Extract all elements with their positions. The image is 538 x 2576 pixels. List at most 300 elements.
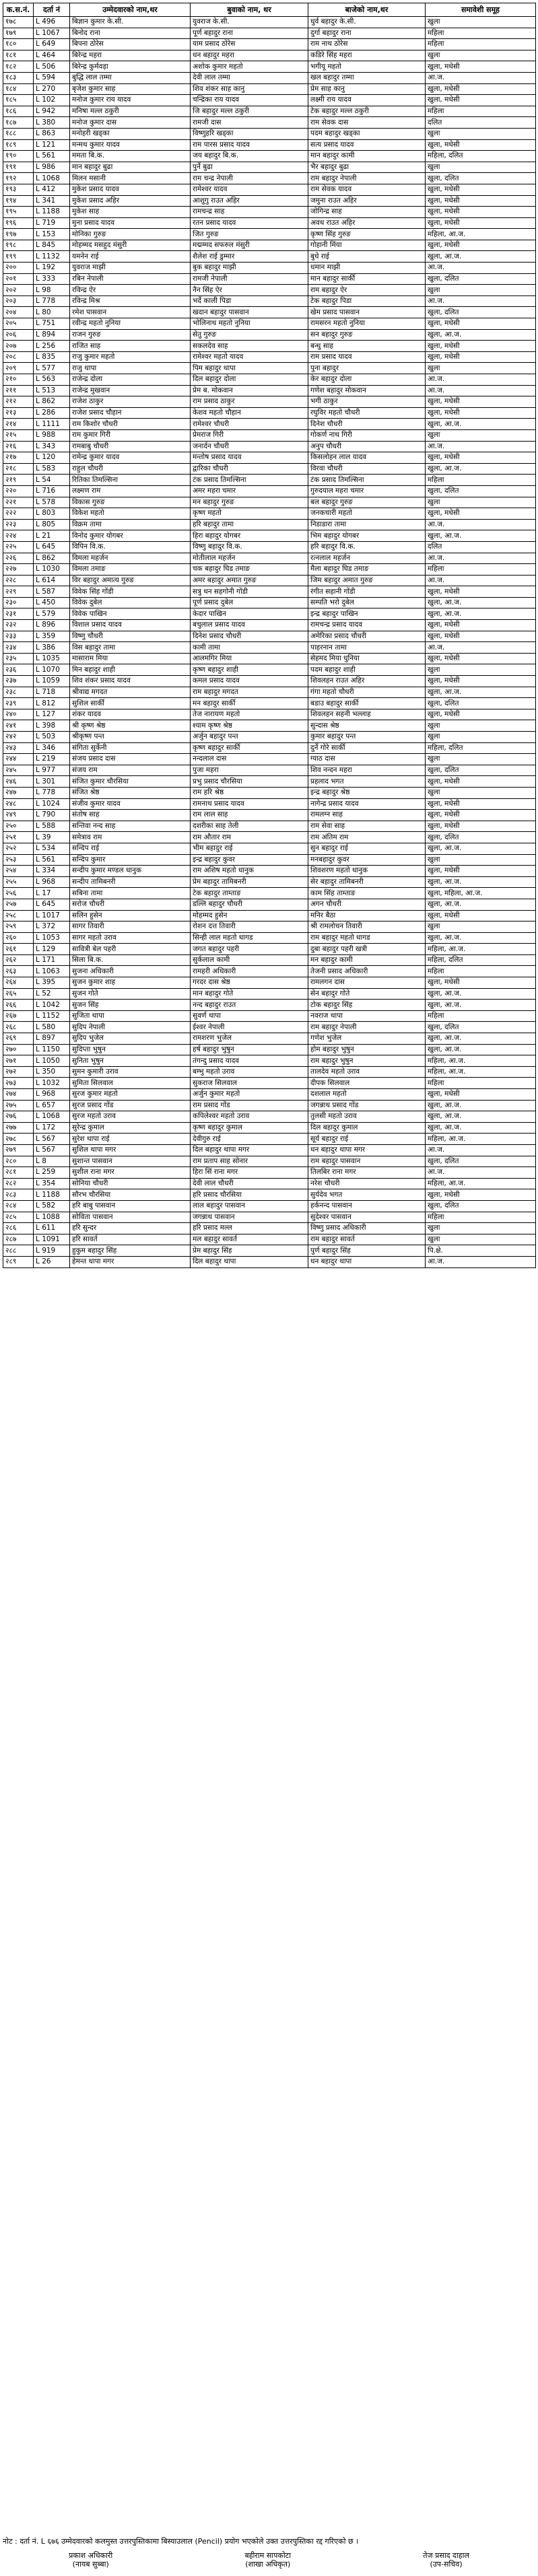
serial-cell: २५४ xyxy=(3,866,34,877)
group-cell: खुला, मधेसी xyxy=(426,977,536,989)
group-cell: खुला xyxy=(426,854,536,866)
grandfather-name-cell: टेक बहादुर पिडा xyxy=(308,295,426,307)
serial-cell: २०९ xyxy=(3,363,34,374)
reg-no-cell: L 513 xyxy=(34,385,70,396)
group-cell: महिला xyxy=(426,966,536,977)
reg-no-cell: L 751 xyxy=(34,318,70,330)
group-cell: आ.ज. xyxy=(426,295,536,307)
reg-no-cell: L 301 xyxy=(34,776,70,788)
father-name-cell: आलमगिर मिया xyxy=(191,653,308,664)
candidate-name-cell: सौरभ चौरसिया xyxy=(70,1189,191,1201)
father-name-cell: राम लाल साह xyxy=(191,810,308,821)
reg-no-cell: L 1024 xyxy=(34,798,70,810)
father-name-cell: दिल बहादुर थापा xyxy=(191,1256,308,1267)
grandfather-name-cell: पदम बहादुर शाही xyxy=(308,664,426,676)
reg-no-cell: L 567 xyxy=(34,1144,70,1156)
reg-no-cell: L 614 xyxy=(34,575,70,586)
reg-no-cell: L 350 xyxy=(34,1066,70,1078)
group-cell: महिला xyxy=(426,39,536,50)
table-row xyxy=(3,385,536,396)
reg-no-cell: L 1111 xyxy=(34,419,70,430)
serial-cell: २८८ xyxy=(3,1245,34,1257)
father-name-cell: लाल बहादुर पासवान xyxy=(191,1200,308,1212)
group-cell: महिला xyxy=(426,28,536,39)
father-name-cell: बचुलाल प्रसाद यादव xyxy=(191,620,308,631)
candidate-name-cell: मान बहादुर बुढा xyxy=(70,162,191,173)
grandfather-name-cell: तेजनी प्रसाद अधिकारी xyxy=(308,966,426,977)
grandfather-name-cell: मनिर बैठा xyxy=(308,910,426,921)
table-row xyxy=(3,608,536,620)
serial-cell: २८२ xyxy=(3,1178,34,1189)
grandfather-name-cell: रंगीत सहानी गोंडी xyxy=(308,586,426,598)
father-name-cell: विष्णु बहादुर वि.क. xyxy=(191,541,308,553)
serial-cell: २७४ xyxy=(3,1089,34,1101)
serial-cell: २७० xyxy=(3,1044,34,1055)
reg-no-cell: L 98 xyxy=(34,285,70,296)
grandfather-name-cell: केर बहादुर दोला xyxy=(308,374,426,386)
grandfather-name-cell: सुन्दास श्रेष्ठ xyxy=(308,720,426,732)
reg-no-cell: L 583 xyxy=(34,463,70,475)
father-name-cell: पुजा महरा xyxy=(191,765,308,776)
group-cell: खुला, आ.ज. xyxy=(426,251,536,263)
candidate-name-cell: राजेन्द्र दोला xyxy=(70,374,191,386)
serial-cell: २३६ xyxy=(3,664,34,676)
grandfather-name-cell: कृष्ण सिंह गुरुङ xyxy=(308,229,426,240)
father-name-cell: सकलदेव साह xyxy=(191,341,308,352)
candidate-name-cell: मनिषा मल्ल ठकुरी xyxy=(70,106,191,117)
grandfather-name-cell: अवध राउत अहिर xyxy=(308,217,426,229)
father-name-cell: अर्जुन कुमार महतो xyxy=(191,1089,308,1101)
serial-cell: २३१ xyxy=(3,608,34,620)
reg-no-cell: L 1152 xyxy=(34,1010,70,1022)
grandfather-name-cell: गणेश भुजेल xyxy=(308,1033,426,1045)
serial-cell: २१८ xyxy=(3,463,34,475)
reg-no-cell: L 1030 xyxy=(34,564,70,576)
table-row xyxy=(3,407,536,419)
candidate-name-cell: रविन्द्र ऐर xyxy=(70,285,191,296)
reg-no-cell: L 1150 xyxy=(34,1044,70,1055)
table-row xyxy=(3,1033,536,1045)
reg-no-cell: L 1091 xyxy=(34,1234,70,1245)
reg-no-cell: L 192 xyxy=(34,263,70,274)
serial-cell: २४८ xyxy=(3,798,34,810)
serial-cell: २३७ xyxy=(3,676,34,687)
table-row xyxy=(3,754,536,765)
candidate-name-cell: विकास गुरुङ xyxy=(70,497,191,508)
reg-no-cell: L 718 xyxy=(34,687,70,698)
candidate-name-cell: सुशील राना मगर xyxy=(70,1167,191,1179)
candidate-name-cell: सावित्री बेल पहरी xyxy=(70,944,191,955)
table-row xyxy=(3,396,536,408)
grandfather-name-cell: राम सेवक दास xyxy=(308,117,426,129)
group-cell: खुला, आ.ज. xyxy=(426,988,536,1000)
serial-cell: २१४ xyxy=(3,419,34,430)
group-cell: महिला xyxy=(426,564,536,576)
group-cell: खुला, आ.ज. xyxy=(426,899,536,910)
candidate-name-cell: संजित कुमार चौरसिया xyxy=(70,776,191,788)
table-row xyxy=(3,429,536,441)
reg-no-cell: L 896 xyxy=(34,620,70,631)
father-name-cell: द्वारिका चौधरी xyxy=(191,463,308,475)
father-name-cell: देवीगुरु राई xyxy=(191,1134,308,1145)
candidate-name-cell: सलिन हुसेन xyxy=(70,910,191,921)
table-row xyxy=(3,485,536,497)
table-row xyxy=(3,374,536,386)
reg-no-cell: L 579 xyxy=(34,608,70,620)
father-name-cell: प्रेम बहादुर तामिबनरी xyxy=(191,876,308,888)
reg-no-cell: L 334 xyxy=(34,866,70,877)
group-cell: खुला, मधेसी xyxy=(426,351,536,363)
signatory-title: (उप-सचिव) xyxy=(430,2560,463,2569)
reg-no-cell: L 256 xyxy=(34,341,70,352)
reg-no-cell: L 863 xyxy=(34,128,70,139)
table-row xyxy=(3,307,536,318)
table-row xyxy=(3,620,536,631)
father-name-cell: देवी लाल तम्मा xyxy=(191,72,308,83)
serial-cell: २३९ xyxy=(3,698,34,709)
reg-no-cell: L 333 xyxy=(34,273,70,285)
candidate-name-cell: सुमिता सिलवाल xyxy=(70,1078,191,1089)
serial-cell: २१६ xyxy=(3,441,34,452)
table-row xyxy=(3,1256,536,1267)
serial-cell: २४० xyxy=(3,709,34,720)
group-cell: खुला, दलित xyxy=(426,273,536,285)
table-row xyxy=(3,1055,536,1067)
grandfather-name-cell: मनबहादुर कुवर xyxy=(308,854,426,866)
serial-cell: २२१ xyxy=(3,497,34,508)
group-cell: खुला, मधेसी xyxy=(426,318,536,330)
table-row xyxy=(3,1189,536,1201)
group-cell: खुला, दलित xyxy=(426,1200,536,1212)
father-name-cell: सेतु गुरुङ xyxy=(191,329,308,341)
grandfather-name-cell: राम नाथ ठोरेस xyxy=(308,39,426,50)
group-cell: खुला, मधेसी xyxy=(426,709,536,720)
father-name-cell: कामी तामा xyxy=(191,642,308,654)
candidate-name-cell: सुमन कुमारी उराव xyxy=(70,1066,191,1078)
group-cell: खुला, मधेसी xyxy=(426,240,536,251)
group-cell: आ.ज. xyxy=(426,1167,536,1179)
group-cell: खुला, मधेसी xyxy=(426,95,536,106)
candidate-name-cell: बिरेन्द्र महरा xyxy=(70,50,191,61)
reg-no-cell: L 778 xyxy=(34,787,70,798)
signatory-2 xyxy=(244,2551,291,2569)
father-name-cell: राम प्रसाद ठाकुर xyxy=(191,396,308,408)
reg-no-cell: L 17 xyxy=(34,888,70,899)
father-name-cell: जगन्नाथ पासवान xyxy=(191,1212,308,1223)
father-name-cell: भर्दे काली पिडा xyxy=(191,295,308,307)
table-row xyxy=(3,1156,536,1167)
serial-cell: २२८ xyxy=(3,575,34,586)
father-name-cell: अर्जुन बहादुर पन्त xyxy=(191,732,308,743)
group-cell: खुला xyxy=(426,285,536,296)
table-row xyxy=(3,273,536,285)
table-row xyxy=(3,854,536,866)
table-row xyxy=(3,72,536,83)
group-cell: खुला xyxy=(426,128,536,139)
candidate-name-cell: मिन बहादुर शाही xyxy=(70,664,191,676)
grandfather-name-cell: मान बहादुर सार्की xyxy=(308,273,426,285)
table-row xyxy=(3,295,536,307)
candidate-name-cell: सुजिता थापा xyxy=(70,1010,191,1022)
candidate-name-cell: सागर तिवारी xyxy=(70,921,191,933)
reg-no-cell: L 778 xyxy=(34,295,70,307)
candidate-name-cell: सुरज प्रसाद गोंड xyxy=(70,1100,191,1111)
serial-cell: २५५ xyxy=(3,876,34,888)
reg-no-cell: L 80 xyxy=(34,307,70,318)
reg-no-cell: L 1042 xyxy=(34,1000,70,1011)
father-name-cell: रामजी नेपाली xyxy=(191,273,308,285)
father-name-cell: याम प्रसाद ठोरेस xyxy=(191,39,308,50)
group-cell: खुला, मधेसी xyxy=(426,866,536,877)
table-row xyxy=(3,117,536,129)
candidate-name-cell: सुरेन्द्र कुमाल xyxy=(70,1122,191,1134)
table-row xyxy=(3,966,536,977)
reg-no-cell: L 412 xyxy=(34,184,70,195)
serial-cell: १९२ xyxy=(3,173,34,184)
father-name-cell: अमर महरा चमार xyxy=(191,485,308,497)
candidate-name-cell: सुशिल सार्की xyxy=(70,698,191,709)
serial-cell: २३५ xyxy=(3,653,34,664)
reg-no-cell: L 359 xyxy=(34,631,70,642)
reg-no-cell: L 790 xyxy=(34,810,70,821)
grandfather-name-cell: जनकचारी महतो xyxy=(308,508,426,520)
grandfather-name-cell: पुर्ण बहादुर सिंह xyxy=(308,1245,426,1257)
candidate-name-cell: सुदिप्ता भुषुन xyxy=(70,1044,191,1055)
candidate-name-cell: सुजन गोते xyxy=(70,988,191,1000)
header-father: बुवाको नाम, थर xyxy=(191,3,308,17)
grandfather-name-cell: गणेश बहादुर मोकवान xyxy=(308,385,426,396)
reg-no-cell: L 835 xyxy=(34,351,70,363)
father-name-cell: जगत बहादुर पहरी xyxy=(191,944,308,955)
table-row xyxy=(3,642,536,654)
father-name-cell: रतन प्रसाद यादव xyxy=(191,217,308,229)
serial-cell: २६२ xyxy=(3,954,34,966)
table-row xyxy=(3,843,536,854)
serial-cell: २२५ xyxy=(3,541,34,553)
father-name-cell: डल्लि बहादुर चौधरी xyxy=(191,899,308,910)
group-cell: आ.ज. xyxy=(426,553,536,564)
group-cell: खुला, आ.ज. xyxy=(426,329,536,341)
father-name-cell: सिन्ही लाल महतो धागड xyxy=(191,932,308,944)
group-cell: खुला xyxy=(426,429,536,441)
reg-no-cell: L 1088 xyxy=(34,1212,70,1223)
table-row xyxy=(3,1000,536,1011)
grandfather-name-cell: टंक प्रसाद तिमल्सिना xyxy=(308,475,426,486)
candidate-name-cell: मोहम्मद मसहुद मंसुरी xyxy=(70,240,191,251)
group-cell: आ.ज. xyxy=(426,575,536,586)
grandfather-name-cell: राम अंतिम राम xyxy=(308,832,426,843)
grandfather-name-cell: प्रेम साह कानु xyxy=(308,83,426,95)
serial-cell: २३८ xyxy=(3,687,34,698)
reg-no-cell: L 450 xyxy=(34,597,70,608)
reg-no-cell: L 219 xyxy=(34,754,70,765)
table-row xyxy=(3,1134,536,1145)
serial-cell: २७९ xyxy=(3,1144,34,1156)
reg-no-cell: L 580 xyxy=(34,1022,70,1033)
group-cell: खुला, मधेसी xyxy=(426,207,536,218)
table-row xyxy=(3,17,536,28)
father-name-cell: राम पारस प्रसाद यादव xyxy=(191,139,308,151)
reg-no-cell: L 988 xyxy=(34,429,70,441)
father-name-cell: शिव शंकर साह कानु xyxy=(191,83,308,95)
father-name-cell: चक बहादुर घिड तमाङ xyxy=(191,564,308,576)
candidate-table xyxy=(3,3,536,1268)
result-sheet xyxy=(3,3,535,1268)
grandfather-name-cell: धन बहादुर थापा मगर xyxy=(308,1144,426,1156)
serial-cell: २५६ xyxy=(3,888,34,899)
reg-no-cell: L 26 xyxy=(34,1256,70,1267)
group-cell: महिला xyxy=(426,475,536,486)
candidate-name-cell: सुरज कुमार महतो xyxy=(70,1089,191,1101)
group-cell: खुला, मधेसी xyxy=(426,139,536,151)
table-row xyxy=(3,1212,536,1223)
serial-cell: २१० xyxy=(3,374,34,386)
father-name-cell: मद्मम्मद सफरुल मंसुरी xyxy=(191,240,308,251)
group-cell: महिला xyxy=(426,1010,536,1022)
reg-no-cell: L 582 xyxy=(34,1200,70,1212)
table-row xyxy=(3,921,536,933)
grandfather-name-cell: प्रहलाद भगत xyxy=(308,776,426,788)
serial-cell: २४१ xyxy=(3,720,34,732)
grandfather-name-cell: बडाउ बहादुर सार्की xyxy=(308,698,426,709)
candidate-name-cell: हरि सावर्त xyxy=(70,1234,191,1245)
table-row xyxy=(3,28,536,39)
father-name-cell: जि बहादुर मल्ल ठकुरी xyxy=(191,106,308,117)
reg-no-cell: L 1070 xyxy=(34,664,70,676)
father-name-cell: दिल बहादुर दोला xyxy=(191,374,308,386)
group-cell: आ.ज. xyxy=(426,385,536,396)
group-cell: खुला, मधेसी xyxy=(426,195,536,207)
grandfather-name-cell: भगीयू महतो xyxy=(308,61,426,73)
grandfather-name-cell: रामलग्न साह xyxy=(308,810,426,821)
grandfather-name-cell: सम्पति भरो दुबेल xyxy=(308,597,426,608)
table-body xyxy=(3,17,536,1268)
reg-no-cell: L 649 xyxy=(34,39,70,50)
group-cell: खुला xyxy=(426,921,536,933)
table-row xyxy=(3,564,536,576)
serial-cell: २६९ xyxy=(3,1033,34,1045)
group-cell: खुला, दलित xyxy=(426,173,536,184)
reg-no-cell: L 129 xyxy=(34,944,70,955)
father-name-cell: गरदर दास श्रेष्ठ xyxy=(191,977,308,989)
reg-no-cell: L 8 xyxy=(34,1156,70,1167)
group-cell: खुला, आ.ज. xyxy=(426,419,536,430)
group-cell: खुला, मधेसी xyxy=(426,653,536,664)
group-cell: खुला, आ.ज. xyxy=(426,608,536,620)
header-group: समावेशी समूह xyxy=(426,3,536,17)
candidate-name-cell: मिलन मसानी xyxy=(70,173,191,184)
serial-cell: २२२ xyxy=(3,508,34,520)
table-row xyxy=(3,732,536,743)
grandfather-name-cell: धन बहादुर थापा xyxy=(308,1256,426,1267)
grandfather-name-cell: सेन बहादुर गोते xyxy=(308,988,426,1000)
signatory-3 xyxy=(423,2551,469,2569)
reg-no-cell: L 1050 xyxy=(34,1055,70,1067)
table-row xyxy=(3,1100,536,1111)
serial-cell: २३३ xyxy=(3,631,34,642)
grandfather-name-cell: तालदेव महतो उराव xyxy=(308,1066,426,1078)
grandfather-name-cell: जोगिन्द्र साह xyxy=(308,207,426,218)
reg-no-cell: L 588 xyxy=(34,821,70,832)
grandfather-name-cell: मैला बहादुर घिड तमाङ xyxy=(308,564,426,576)
candidate-name-cell: सुरज महतो उराव xyxy=(70,1111,191,1123)
serial-cell: २०५ xyxy=(3,318,34,330)
candidate-name-cell: बिपना ठोरेस xyxy=(70,39,191,50)
grandfather-name-cell: दिनेश चौधरी xyxy=(308,419,426,430)
grandfather-name-cell: विरवा चौधरी xyxy=(308,463,426,475)
group-cell: खुला, आ.ज. xyxy=(426,463,536,475)
grandfather-name-cell: अगन चौधरी xyxy=(308,899,426,910)
serial-cell: २६१ xyxy=(3,944,34,955)
reg-no-cell: L 270 xyxy=(34,83,70,95)
reg-no-cell: L 52 xyxy=(34,988,70,1000)
father-name-cell: श्याम कृष्ण श्रेष्ठ xyxy=(191,720,308,732)
candidate-name-cell: रविन्द्र मिश्र xyxy=(70,295,191,307)
reg-no-cell: L 121 xyxy=(34,139,70,151)
candidate-name-cell: संजित श्रेष्ठ xyxy=(70,787,191,798)
table-row xyxy=(3,1144,536,1156)
table-row xyxy=(3,586,536,598)
table-row xyxy=(3,910,536,921)
grandfather-name-cell: दिल बहादुर कुमाल xyxy=(308,1122,426,1134)
grandfather-name-cell: कुमार बहादुर पन्त xyxy=(308,732,426,743)
reg-no-cell: L 398 xyxy=(34,720,70,732)
table-row xyxy=(3,1066,536,1078)
table-row xyxy=(3,1089,536,1101)
candidate-name-cell: विर बहादुर अमात्य गुरुङ xyxy=(70,575,191,586)
grandfather-name-cell: खेम प्रसाद पासवान xyxy=(308,307,426,318)
grandfather-name-cell: सत्य प्रसाद यादव xyxy=(308,139,426,151)
serial-cell: २२७ xyxy=(3,564,34,576)
group-cell: आ.ज. xyxy=(426,72,536,83)
serial-cell: २६० xyxy=(3,932,34,944)
reg-no-cell: L 986 xyxy=(34,162,70,173)
serial-cell: २६८ xyxy=(3,1022,34,1033)
serial-cell: २८१ xyxy=(3,1167,34,1179)
candidate-name-cell: राजु थापा xyxy=(70,363,191,374)
candidate-name-cell: विनोद कुमार योगबर xyxy=(70,530,191,542)
candidate-name-cell: यमनेन राई xyxy=(70,251,191,263)
group-cell: महिला xyxy=(426,1212,536,1223)
table-row xyxy=(3,263,536,274)
table-row xyxy=(3,1022,536,1033)
grandfather-name-cell: बन्धु साह xyxy=(308,341,426,352)
candidate-name-cell: सुरेश थापा राई xyxy=(70,1134,191,1145)
grandfather-name-cell: भगी ठाकुर xyxy=(308,396,426,408)
grandfather-name-cell: गुरुदयाल महरा चमार xyxy=(308,485,426,497)
table-row xyxy=(3,1200,536,1212)
serial-cell: १९६ xyxy=(3,217,34,229)
serial-cell: २६५ xyxy=(3,988,34,1000)
serial-cell: २३० xyxy=(3,597,34,608)
grandfather-name-cell: गोहानी मिंया xyxy=(308,240,426,251)
serial-cell: २१२ xyxy=(3,396,34,408)
table-row xyxy=(3,832,536,843)
reg-no-cell: L 645 xyxy=(34,899,70,910)
table-row xyxy=(3,318,536,330)
serial-cell: १७८ xyxy=(3,17,34,28)
candidate-name-cell: बिरेन्द्र कुर्मवड़ा xyxy=(70,61,191,73)
group-cell: आ.ज. xyxy=(426,1144,536,1156)
group-cell: खुला, मधेसी xyxy=(426,341,536,352)
reg-no-cell: L 968 xyxy=(34,1089,70,1101)
table-row xyxy=(3,363,536,374)
candidate-name-cell: संतोष साह xyxy=(70,810,191,821)
table-row xyxy=(3,687,536,698)
serial-cell: २२६ xyxy=(3,553,34,564)
group-cell: पि.क्षे. xyxy=(426,1245,536,1257)
candidate-name-cell: सुजन सिंह xyxy=(70,1000,191,1011)
